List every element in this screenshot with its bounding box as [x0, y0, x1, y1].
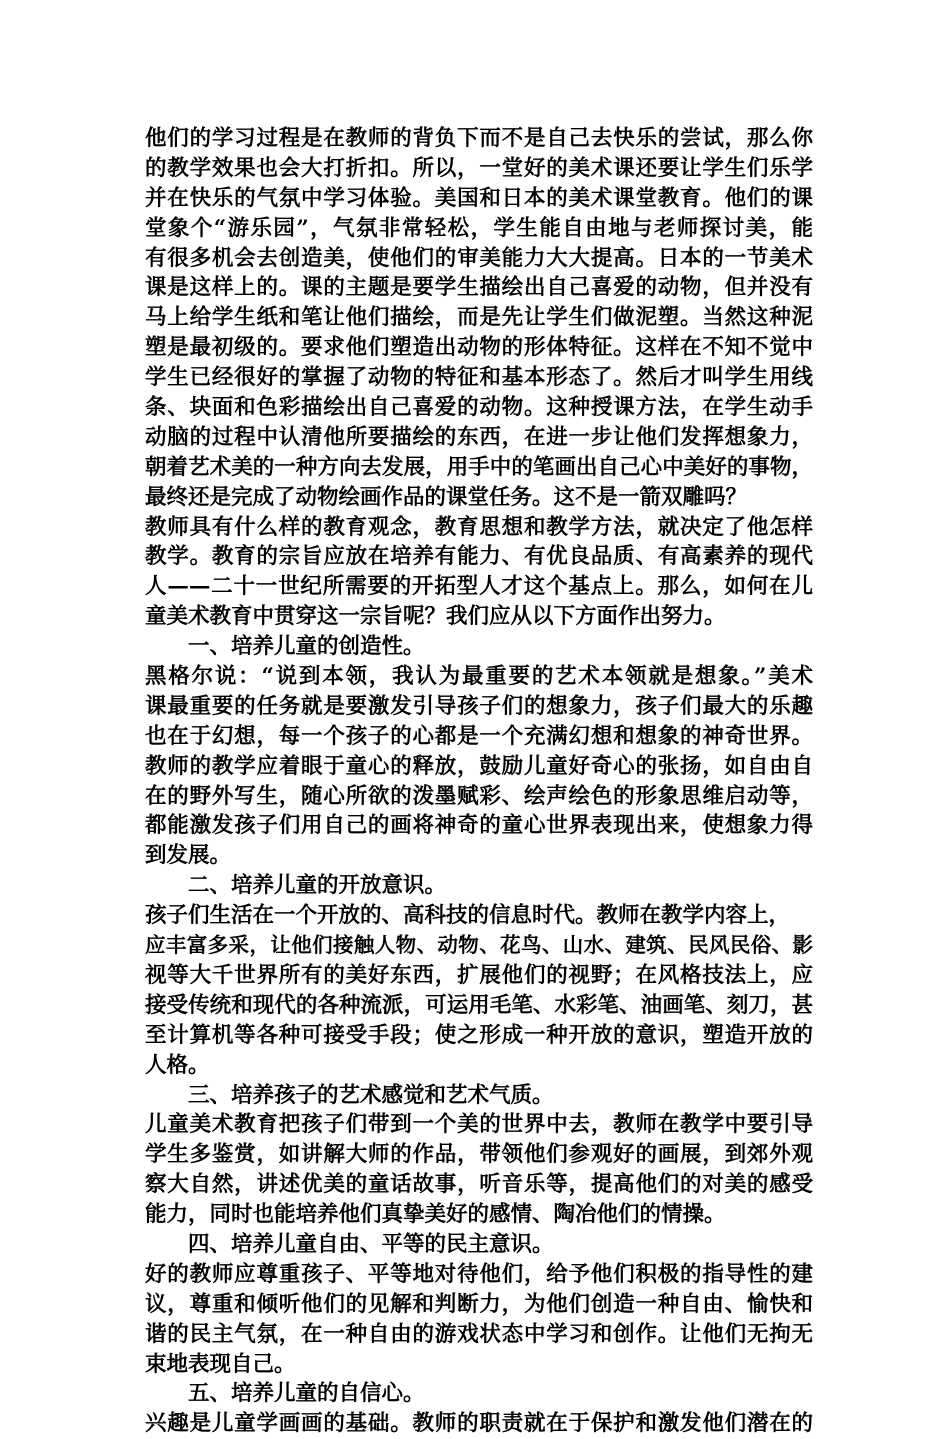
paragraph-line: 课最重要的任务就是要激发引导孩子们的想象力，孩子们最大的乐趣	[145, 693, 813, 719]
paragraph-line: 朝着艺术美的一种方向去发展，用手中的笔画出自己心中美好的事物，	[145, 454, 813, 480]
section-heading: 五、培养儿童的自信心。	[188, 1381, 425, 1407]
paragraph-line: 马上给学生纸和笔让他们描绘，而是先让学生们做泥塑。当然这种泥	[145, 305, 813, 331]
paragraph-line: 儿童美术教育把孩子们带到一个美的世界中去，教师在教学中要引导	[145, 1112, 813, 1138]
paragraph-line: 好的教师应尊重孩子、平等地对待他们，给予他们积极的指导性的建	[145, 1261, 813, 1287]
paragraph-line: 能力，同时也能培养他们真挚美好的感情、陶冶他们的情操。	[145, 1202, 726, 1228]
paragraph-line: 接受传统和现代的各种流派，可运用毛笔、水彩笔、油画笔、刻刀，甚	[145, 992, 813, 1018]
paragraph-line: 察大自然，讲述优美的童话故事，听音乐等，提高他们的对美的感受	[145, 1172, 813, 1198]
paragraph-line: 学生多鉴赏，如讲解大师的作品，带领他们参观好的画展，到郊外观	[145, 1142, 813, 1168]
paragraph-line: 也在于幻想，每一个孩子的心都是一个充满幻想和想象的神奇世界。	[145, 723, 813, 749]
paragraph-line: 应丰富多采，让他们接触人物、动物、花鸟、山水、建筑、民风民俗、影	[145, 933, 813, 958]
paragraph-line: 在的野外写生，随心所欲的泼墨赋彩、绘声绘色的形象思维启动等，	[145, 783, 813, 809]
section-heading: 三、培养孩子的艺术感觉和艺术气质。	[188, 1082, 554, 1108]
paragraph-line: 最终还是完成了动物绘画作品的课堂任务。这不是一箭双雕吗？	[145, 484, 748, 510]
paragraph-line: 人——二十一世纪所需要的开拓型人才这个基点上。那么，如何在儿	[145, 574, 813, 600]
paragraph-line: 的教学效果也会大打折扣。所以，一堂好的美术课还要让学生们乐学	[145, 155, 813, 181]
paragraph-line: 堂象个“游乐园”，气氛非常轻松，学生能自由地与老师探讨美，能	[145, 215, 813, 241]
paragraph-line: 塑是最初级的。要求他们塑造出动物的形体特征。这样在不知不觉中	[145, 335, 813, 361]
section-heading: 一、培养儿童的创造性。	[188, 634, 425, 660]
paragraph-line: 束地表现自己。	[145, 1351, 296, 1377]
paragraph-line: 有很多机会去创造美，使他们的审美能力大大提高。日本的一节美术	[145, 245, 813, 271]
paragraph-line: 教师的教学应着眼于童心的释放，鼓励儿童好奇心的张扬，如自由自	[145, 753, 813, 779]
document-body-text	[145, 124, 813, 1439]
paragraph-line: 孩子们生活在一个开放的、高科技的信息时代。教师在教学内容上，	[145, 903, 791, 929]
paragraph-line: 人格。	[145, 1052, 210, 1078]
paragraph-line: 学生已经很好的掌握了动物的特征和基本形态了。然后才叫学生用线	[145, 365, 813, 391]
paragraph-line: 都能激发孩子们用自己的画将神奇的童心世界表现出来，使想象力得	[145, 813, 813, 839]
paragraph-line: 童美术教育中贯穿这一宗旨呢？我们应从以下方面作出努力。	[145, 604, 726, 630]
paragraph-line: 教学。教育的宗旨应放在培养有能力、有优良品质、有高素养的现代	[145, 544, 813, 570]
section-heading: 二、培养儿童的开放意识。	[188, 873, 447, 899]
paragraph-line: 并在快乐的气氛中学习体验。美国和日本的美术课堂教育。他们的课	[145, 185, 813, 211]
paragraph-line: 谐的民主气氛，在一种自由的游戏状态中学习和创作。让他们无拘无	[145, 1321, 813, 1347]
paragraph-line: 到发展。	[145, 843, 232, 869]
section-heading: 四、培养儿童自由、平等的民主意识。	[188, 1231, 554, 1257]
paragraph-line: 条、块面和色彩描绘出自己喜爱的动物。这种授课方法，在学生动手	[145, 395, 813, 421]
paragraph-line: 兴趣是儿童学画画的基础。教师的职责就在于保护和激发他们潜在的	[145, 1411, 813, 1437]
paragraph-line: 动脑的过程中认清他所要描绘的东西，在进一步让他们发挥想象力，	[145, 424, 813, 450]
paragraph-line: 黑格尔说：“说到本领，我认为最重要的艺术本领就是想象。”美术	[145, 664, 813, 690]
paragraph-line: 议，尊重和倾听他们的见解和判断力，为他们创造一种自由、愉快和	[145, 1291, 813, 1317]
paragraph-line: 教师具有什么样的教育观念，教育思想和教学方法，就决定了他怎样	[145, 514, 813, 540]
paragraph-line: 课是这样上的。课的主题是要学生描绘出自己喜爱的动物，但并没有	[145, 275, 813, 301]
paragraph-line: 至计算机等各种可接受手段；使之形成一种开放的意识，塑造开放的	[145, 1022, 813, 1048]
paragraph-line: 视等大千世界所有的美好东西，扩展他们的视野；在风格技法上，应	[145, 962, 813, 988]
paragraph-line: 他们的学习过程是在教师的背负下而不是自己去快乐的尝试，那么你	[145, 126, 813, 151]
